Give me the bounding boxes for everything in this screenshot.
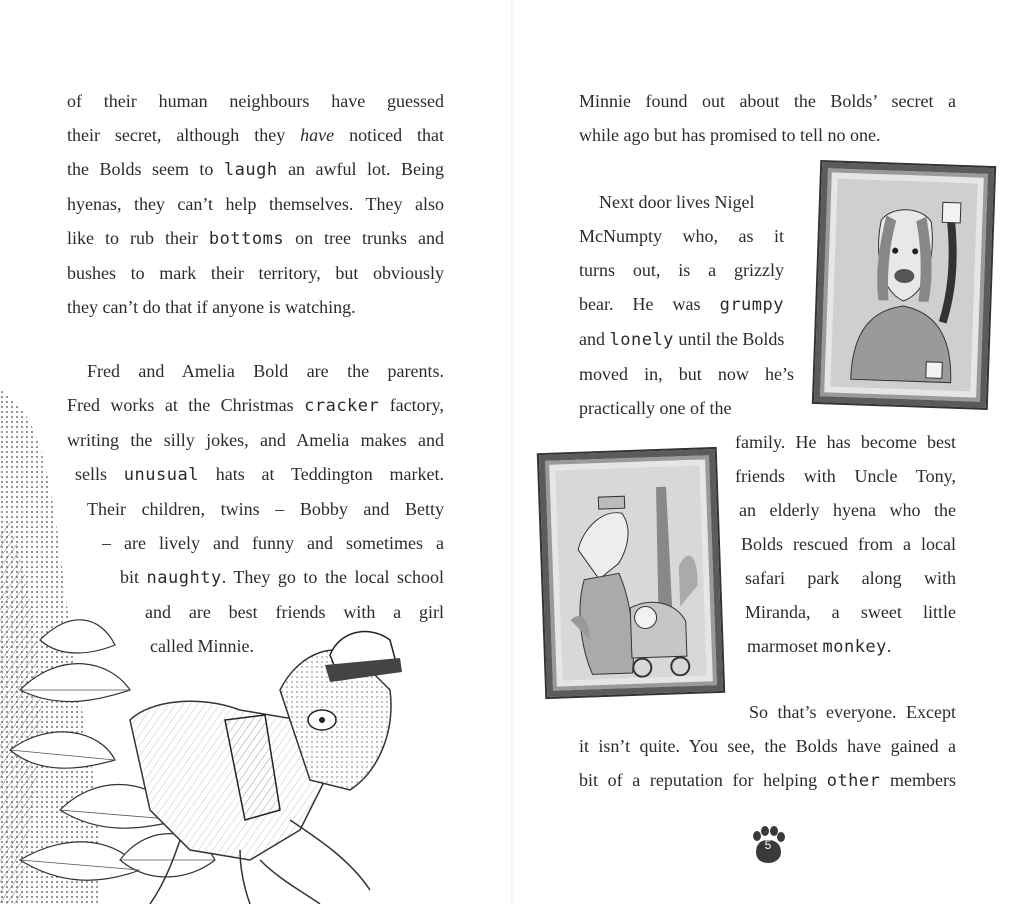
text-line: So that’s everyone. Except bbox=[749, 702, 956, 722]
text-line: – are lively and funny and sometimes a bbox=[102, 533, 444, 553]
text-line: like to rub their bottoms on tree trunks and bbox=[67, 228, 444, 249]
text-line: moved in, but now he’s bbox=[579, 364, 794, 384]
display-word: unusual bbox=[123, 465, 199, 485]
display-word: naughty bbox=[146, 568, 222, 588]
emphasis-text: have bbox=[300, 125, 335, 145]
text-line: their secret, although they have noticed that bbox=[67, 125, 444, 145]
text-line: turns out, is a grizzly bbox=[579, 260, 784, 280]
text-line: bit of a reputation for helping other members bbox=[579, 770, 956, 791]
left-page-paragraph-1 bbox=[67, 84, 444, 324]
text-line: bushes to mark their territory, but obviously bbox=[67, 263, 444, 283]
display-word: laugh bbox=[223, 160, 278, 180]
bear-portrait bbox=[830, 179, 977, 392]
text-line: while ago but has promised to tell no one. bbox=[579, 125, 881, 145]
right-page-paragraph-1 bbox=[579, 84, 956, 152]
text-line: they can’t do that if anyone is watching. bbox=[67, 297, 356, 317]
text-line: McNumpty who, as it bbox=[579, 226, 784, 246]
text-line: Their children, twins – Bobby and Betty bbox=[87, 499, 444, 519]
text-line: hyenas, they can’t help themselves. They also bbox=[67, 194, 444, 214]
text-line: Next door lives Nigel bbox=[599, 192, 755, 212]
text-line: the Bolds seem to laugh an awful lot. Being bbox=[67, 159, 444, 180]
text-line: Fred and Amelia Bold are the parents. bbox=[87, 361, 444, 381]
text-line: sells unusual hats at Teddington market. bbox=[75, 464, 444, 485]
text-line: practically one of the bbox=[579, 398, 732, 418]
text-line: and are best friends with a girl bbox=[145, 602, 444, 622]
text-line: friends with Uncle Tony, bbox=[735, 466, 956, 486]
text-line: writing the silly jokes, and Amelia makes and bbox=[67, 430, 444, 450]
hyena-foliage-illustration bbox=[0, 390, 430, 904]
page-number: 5 bbox=[764, 838, 772, 852]
text-line: family. He has become best bbox=[735, 432, 956, 452]
page-number-badge bbox=[749, 826, 787, 864]
bear-portrait-frame bbox=[814, 162, 994, 408]
text-line: safari park along with bbox=[745, 568, 956, 588]
display-word: monkey bbox=[822, 637, 887, 657]
text-line: bit naughty. They go to the local school bbox=[120, 567, 444, 588]
display-word: cracker bbox=[304, 396, 380, 416]
text-line: Bolds rescued from a local bbox=[741, 534, 956, 554]
text-line: and lonely until the Bolds bbox=[579, 329, 785, 350]
text-line: marmoset monkey. bbox=[747, 636, 892, 657]
text-line: Fred works at the Christmas cracker factory, bbox=[67, 395, 444, 416]
display-word: grumpy bbox=[719, 295, 784, 315]
display-word: bottoms bbox=[208, 229, 285, 249]
text-line: called Minnie. bbox=[150, 636, 254, 656]
text-line: of their human neighbours have guessed bbox=[67, 91, 444, 111]
uncle-tony-portrait bbox=[555, 466, 706, 681]
uncle-tony-portrait-drawing bbox=[555, 466, 706, 681]
text-line: an elderly hyena who the bbox=[739, 500, 956, 520]
text-line: it isn’t quite. You see, the Bolds have gained a bbox=[579, 736, 956, 756]
display-word: lonely bbox=[609, 330, 674, 350]
text-line: Minnie found out about the Bolds’ secret a bbox=[579, 91, 956, 111]
bear-portrait-drawing bbox=[830, 179, 977, 392]
right-page-paragraph-3 bbox=[579, 695, 956, 798]
text-line: bear. He was grumpy bbox=[579, 294, 784, 315]
text-line: Miranda, a sweet little bbox=[745, 602, 956, 622]
uncle-tony-portrait-frame bbox=[539, 449, 723, 697]
display-word: other bbox=[826, 771, 881, 791]
page-gutter bbox=[511, 0, 513, 904]
